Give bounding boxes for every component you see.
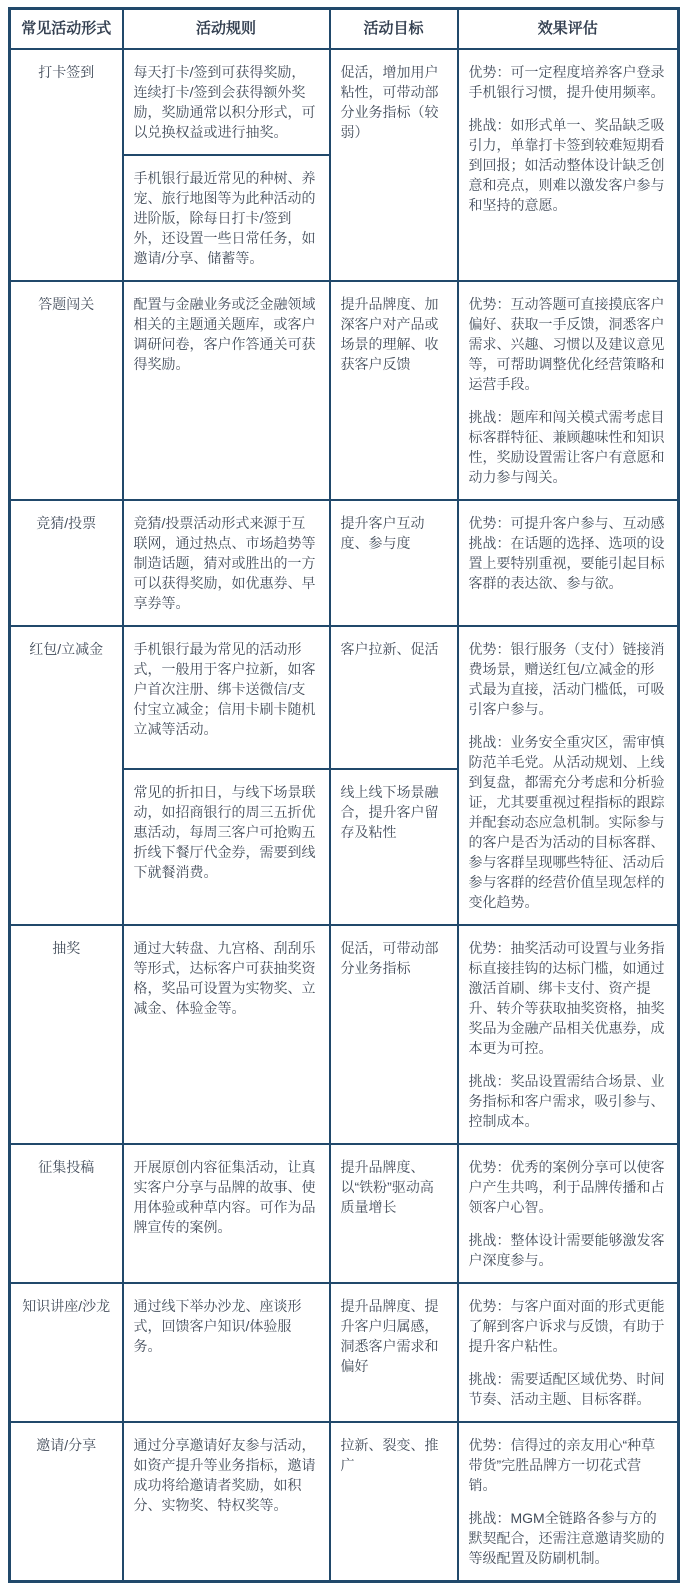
form-cell-lottery: 抽奖 [10, 925, 123, 1144]
table-row-lecture-salon [10, 1283, 679, 1422]
table-row-redpacket [10, 626, 679, 769]
eval-advantage: 优势：与客户面对面的形式更能了解到客户诉求与反馈，有助于提升客户粘性。 [468, 1298, 665, 1355]
eval-challenge: 挑战：在话题的选择、选项的设置上要特别重视，要能引起目标客群的表达欲、参与欲。 [468, 534, 665, 591]
form-cell-redpacket: 红包/立减金 [10, 626, 123, 925]
form-cell-guess-vote: 竞猜/投票 [10, 500, 123, 626]
table-row-lottery [10, 925, 679, 1144]
eval-cell-redpacket [458, 626, 679, 925]
table-row-checkin [10, 49, 679, 155]
eval-cell-lottery [458, 925, 679, 1144]
header-col-eval: 效果评估 [458, 9, 679, 49]
eval-challenge: 挑战：整体设计需要能够激发客户深度参与。 [468, 1232, 665, 1269]
rule-cell-quiz: 配置与金融业务或泛金融领域相关的主题通关题库，或客户调研问卷，客户作答通关可获得奖励。 [123, 281, 330, 500]
table-row-quiz [10, 281, 679, 500]
rule-cell-lottery: 通过大转盘、九宫格、刮刮乐等形式，达标客户可获抽奖资格，奖品可设置为实物奖、立减金、体验金等。 [123, 925, 330, 1144]
activity-table [8, 7, 680, 1583]
goal-cell-guess-vote: 提升客户互动度、参与度 [330, 500, 458, 626]
eval-advantage: 优势：可一定程度培养客户登录手机银行习惯，提升使用频率。 [468, 63, 665, 100]
form-cell-invite-share: 邀请/分享 [10, 1422, 123, 1582]
form-cell-ugc-collect: 征集投稿 [10, 1144, 123, 1283]
eval-advantage: 优势：银行服务（支付）链接消费场景，赠送红包/立减金的形式最为直接，活动门槛低，可吸引客户参与。 [468, 640, 665, 717]
eval-advantage: 优势：抽奖活动可设置与业务指标直接挂钩的达标门槛，如通过激活首刷、绑卡支付、资产提升、转介等获取抽奖资格，抽奖奖品为金融产品相关优惠券，成本更为可控。 [468, 940, 665, 1057]
eval-cell-ugc-collect [458, 1144, 679, 1283]
rule-cell-checkin-1: 每天打卡/签到可获得奖励，连续打卡/签到会获得额外奖励，奖励通常以积分形式，可以兑换权益或进行抽奖。 [123, 49, 330, 155]
eval-challenge: 挑战：如形式单一、奖品缺乏吸引力，单靠打卡签到较难短期看到回报；如活动整体设计缺乏创意和亮点，则难以激发客户参与和坚持的意愿。 [468, 116, 665, 213]
goal-cell-invite-share: 拉新、裂变、推广 [330, 1422, 458, 1582]
eval-advantage: 优势：信得过的亲友用心“种草带货”完胜品牌方一切花式营销。 [468, 1437, 656, 1494]
eval-cell-invite-share [458, 1422, 679, 1582]
goal-cell-lecture-salon: 提升品牌度、提升客户归属感，洞悉客户需求和偏好 [330, 1283, 458, 1422]
rule-cell-redpacket-2: 常见的折扣日，与线下场景联动，如招商银行的周三五折优惠活动，每周三客户可抢购五折线下餐厅代金券，需要到线下就餐消费。 [123, 769, 330, 925]
eval-advantage: 优势：优秀的案例分享可以使客户产生共鸣，利于品牌传播和占领客户心智。 [468, 1159, 665, 1216]
header-col-goal: 活动目标 [330, 9, 458, 49]
form-cell-checkin: 打卡签到 [10, 49, 123, 281]
eval-challenge: 挑战：需要适配区域优势、时间节奏、活动主题、目标客群。 [468, 1371, 665, 1408]
goal-cell-quiz: 提升品牌度、加深客户对产品或场景的理解、收获客户反馈 [330, 281, 458, 500]
rule-cell-lecture-salon: 通过线下举办沙龙、座谈形式，回馈客户知识/体验服务。 [123, 1283, 330, 1422]
eval-cell-checkin [458, 49, 679, 281]
goal-cell-ugc-collect: 提升品牌度、以“铁粉”驱动高质量增长 [330, 1144, 458, 1283]
eval-challenge: 挑战：奖品设置需结合场景、业务指标和客户需求，吸引参与、控制成本。 [468, 1073, 665, 1130]
rule-cell-guess-vote: 竞猜/投票活动形式来源于互联网，通过热点、市场趋势等制造话题，猜对或胜出的一方可以获得奖励，如优惠券、早享券等。 [123, 500, 330, 626]
header-col-rule: 活动规则 [123, 9, 330, 49]
form-cell-lecture-salon: 知识讲座/沙龙 [10, 1283, 123, 1422]
rule-cell-checkin-2: 手机银行最近常见的种树、养宠、旅行地图等为此种活动的进阶版，除每日打卡/签到外，还设置一些日常任务，如邀请/分享、储蓄等。 [123, 155, 330, 281]
goal-cell-redpacket-1: 客户拉新、促活 [330, 626, 458, 769]
eval-challenge: 挑战：题库和闯关模式需考虑目标客群特征、兼顾趣味性和知识性，奖励设置需让客户有意愿和动力参与闯关。 [468, 408, 665, 485]
eval-cell-lecture-salon [458, 1283, 679, 1422]
rule-cell-redpacket-1: 手机银行最为常见的活动形式，一般用于客户拉新，如客户首次注册、绑卡送微信/支付宝立减金；信用卡刷卡随机立减等活动。 [123, 626, 330, 769]
eval-advantage: 优势：互动答题可直接摸底客户偏好、获取一手反馈，洞悉客户需求、兴趣、习惯以及建议意见等，可帮助调整优化经营策略和运营手段。 [468, 295, 665, 392]
header-row [10, 9, 679, 49]
eval-challenge: 挑战：业务安全重灾区，需审慎防范羊毛党。从活动规划、上线到复盘，都需充分考虑和分析验证，尤其要重视过程指标的跟踪并配套动态应急机制。实际参与的客户是否为活动的目标客群、参与客群呈现哪些特征、活动后参与客群的经营价值呈现怎样的变化趋势。 [468, 733, 665, 911]
form-cell-quiz: 答题闯关 [10, 281, 123, 500]
eval-cell-guess-vote [458, 500, 679, 626]
table-row-guess-vote [10, 500, 679, 626]
goal-cell-redpacket-2: 线上线下场景融合，提升客户留存及粘性 [330, 769, 458, 925]
eval-challenge: 挑战：MGM全链路各参与方的默契配合，还需注意邀请奖励的等级配置及防刷机制。 [468, 1510, 665, 1567]
table-row-ugc-collect [10, 1144, 679, 1283]
goal-cell-checkin: 促活，增加用户粘性，可带动部分业务指标（较弱） [330, 49, 458, 281]
eval-advantage: 优势：可提升客户参与、互动感 [468, 514, 665, 531]
header-col-form: 常见活动形式 [10, 9, 123, 49]
rule-cell-invite-share: 通过分享邀请好友参与活动，如资产提升等业务指标，邀请成功将给邀请者奖励，如积分、实物奖、特权奖等。 [123, 1422, 330, 1582]
rule-cell-ugc-collect: 开展原创内容征集活动，让真实客户分享与品牌的故事、使用体验或种草内容。可作为品牌宣传的案例。 [123, 1144, 330, 1283]
table-row-invite-share [10, 1422, 679, 1582]
eval-cell-quiz [458, 281, 679, 500]
goal-cell-lottery: 促活，可带动部分业务指标 [330, 925, 458, 1144]
